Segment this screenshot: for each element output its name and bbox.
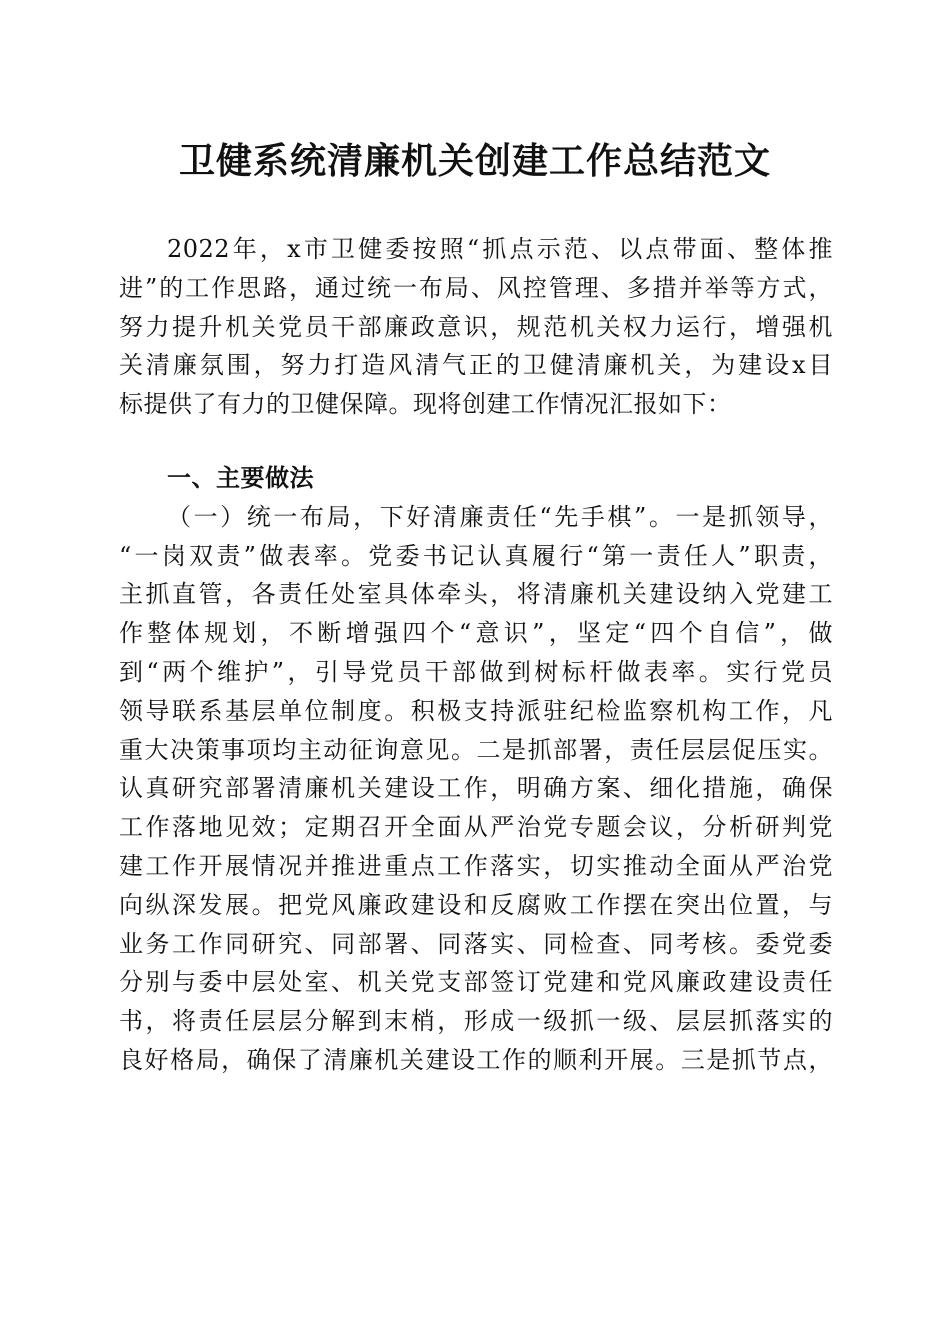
section-one [119,459,833,1080]
intro-line: 2022年，x市卫健委按照“抓点示范、以点带面、整体推 [167,235,833,263]
intro-paragraph [119,230,833,424]
section-line: 书，将责任层层分解到末梢，形成一级抓一级、层层抓落实的 [119,1007,833,1036]
intro-line: 努力提升机关党员干部廉政意识，规范机关权力运行，增强机 [119,312,833,341]
section-line: 领导联系基层单位制度。积极支持派驻纪检监察机构工作，凡 [119,696,833,725]
section-line: 工作落地见效；定期召开全面从严治党专题会议，分析研判党 [119,813,833,842]
section-line: 业务工作同研究、同部署、同落实、同检查、同考核。委党委 [119,929,833,958]
section-line: （一）统一布局，下好清廉责任“先手棋”。一是抓领导， [167,502,833,531]
section-line: 分别与委中层处室、机关党支部签订党建和党风廉政建设责任 [119,968,833,997]
section-line: 主抓直管，各责任处室具体牵头，将清廉机关建设纳入党建工 [119,580,833,609]
document-title: 卫健系统清廉机关创建工作总结范文 [178,140,771,182]
section-line: 建工作开展情况并推进重点工作落实，切实推动全面从严治党 [119,851,833,880]
section-line: 重大决策事项均主动征询意见。二是抓部署，责任层层促压实。 [119,735,833,764]
section-line: 良好格局，确保了清廉机关建设工作的顺利开展。三是抓节点， [119,1045,833,1074]
section-heading: 一、主要做法 [167,464,314,492]
section-line: 向纵深发展。把党风廉政建设和反腐败工作摆在突出位置，与 [119,890,833,919]
section-line: 认真研究部署清廉机关建设工作，明确方案、细化措施，确保 [119,774,833,803]
section-line: 作整体规划，不断增强四个“意识”，坚定“四个自信”，做 [119,619,833,648]
section-line: 到“两个维护”，引导党员干部做到树标杆做表率。实行党员 [119,657,833,686]
intro-line: 进”的工作思路，通过统一布局、风控管理、多措并举等方式， [119,273,833,302]
intro-line: 关清廉氛围，努力打造风清气正的卫健清廉机关，为建设x目 [119,351,833,380]
section-line: “一岗双责”做表率。党委书记认真履行“第一责任人”职责， [119,541,833,570]
intro-line: 标提供了有力的卫健保障。现将创建工作情况汇报如下： [119,390,732,419]
